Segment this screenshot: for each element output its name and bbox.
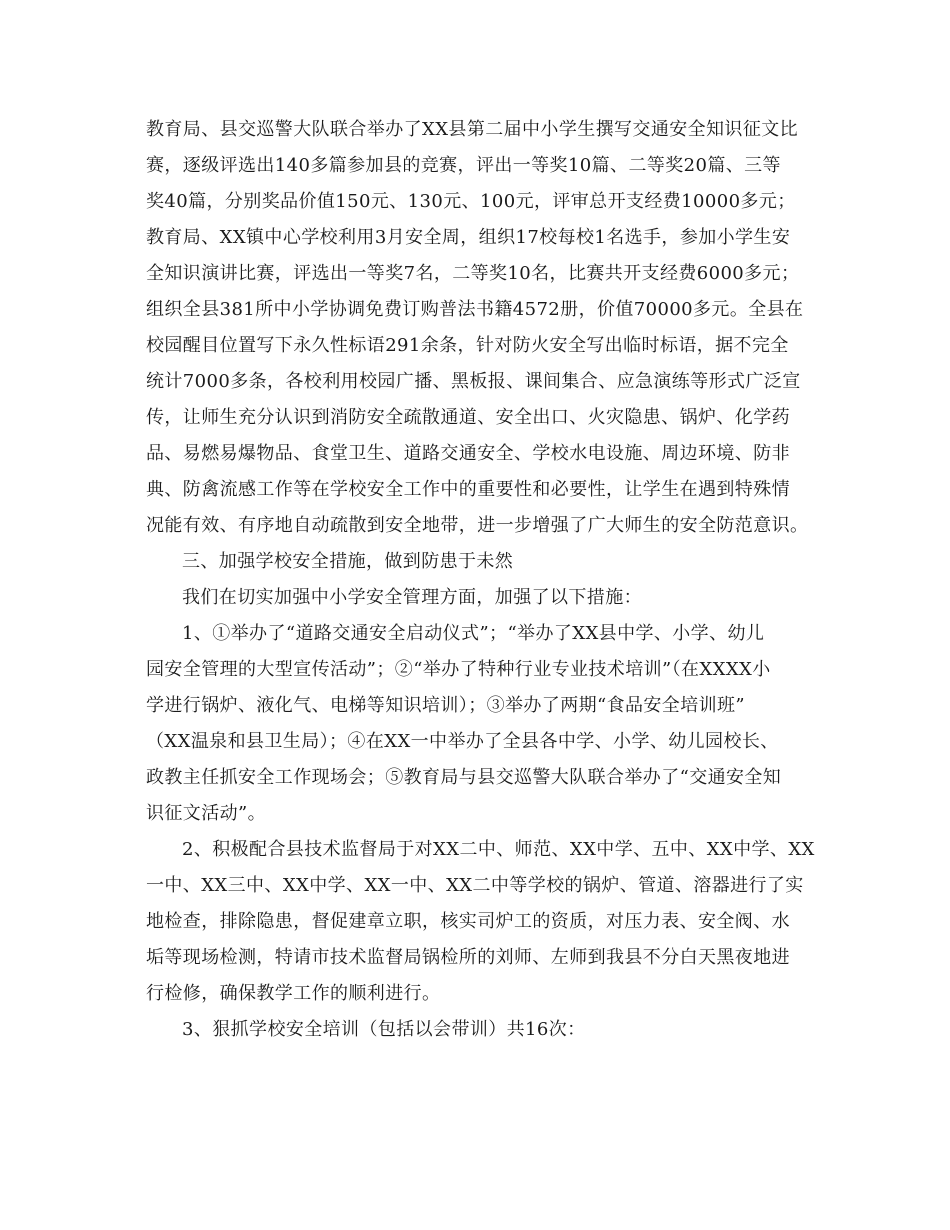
text-line: 奖40篇，分别奖品价值150元、130元、100元，评审总开支经费10000多元； <box>146 191 796 212</box>
text-line: 传，让师生充分认识到消防安全疏散通道、安全出口、火灾隐患、锅炉、化学药 <box>146 407 790 428</box>
text-line: 学进行锅炉、液化气、电梯等知识培训）；③举办了两期“食品安全培训班” <box>146 695 746 716</box>
text-line: 校园醒目位置写下永久性标语291余条，针对防火安全写出临时标语，据不完全 <box>146 335 789 356</box>
text-line: 全知识演讲比赛，评选出一等奖7名，二等奖10名，比赛共开支经费6000多元； <box>146 263 800 284</box>
list-item-start: 3、狠抓学校安全培训（包括以会带训）共16次： <box>182 1019 586 1040</box>
text-line: 识征文活动”。 <box>146 803 267 824</box>
text-line: 园安全管理的大型宣传活动”；②“举办了特种行业专业技术培训”（在XXXX小 <box>146 659 771 680</box>
text-line: 政教主任抓安全工作现场会；⑤教育局与县交巡警大队联合举办了“交通安全知 <box>146 767 782 788</box>
text-line: 典、防禽流感工作等在学校安全工作中的重要性和必要性，让学生在遇到特殊情 <box>146 479 790 500</box>
text-line: 垢等现场检测，特请市技术监督局锅检所的刘师、左师到我县不分白天黑夜地进 <box>146 947 790 968</box>
text-line: 教育局、县交巡警大队联合举办了XX县第二届中小学生撰写交通安全知识征文比 <box>146 119 799 140</box>
text-line: 教育局、XX镇中心学校利用3月安全周，组织17校每校1名选手，参加小学生安 <box>146 227 791 248</box>
text-line: 品、易燃易爆物品、食堂卫生、道路交通安全、学校水电设施、周边环境、防非 <box>146 443 790 464</box>
text-line: 赛，逐级评选出140多篇参加县的竞赛，评出一等奖10篇、二等奖20篇、三等 <box>146 155 781 176</box>
text-line: 组织全县381所中小学协调免费订购普法书籍4572册，价值70000多元。全县在 <box>146 299 804 320</box>
paragraph-start: 我们在切实加强中小学安全管理方面，加强了以下措施： <box>182 587 642 608</box>
document-page <box>146 112 815 1048</box>
section-heading: 三、加强学校安全措施，做到防患于未然 <box>182 551 514 572</box>
text-line: （XX温泉和县卫生局）；④在XX一中举办了全县各中学、小学、幼儿园校长、 <box>146 731 779 752</box>
text-line: 况能有效、有序地自动疏散到安全地带，进一步增强了广大师生的安全防范意识。 <box>146 515 809 536</box>
text-line: 行检修，确保教学工作的顺利进行。 <box>146 983 441 1004</box>
text-line: 一中、XX三中、XX中学、XX一中、XX二中等学校的锅炉、管道、溶器进行了实 <box>146 875 804 896</box>
list-item-start: 2、积极配合县技术监督局于对XX二中、师范、XX中学、五中、XX中学、XX <box>182 839 815 860</box>
list-item-start: 1、①举办了“道路交通安全启动仪式”；“举办了XX县中学、小学、幼儿 <box>182 623 765 644</box>
text-line: 地检查，排除隐患，督促建章立职，核实司炉工的资质，对压力表、安全阀、水 <box>146 911 790 932</box>
text-line: 统计7000多条，各校利用校园广播、黑板报、课间集合、应急演练等形式广泛宣 <box>146 371 801 392</box>
